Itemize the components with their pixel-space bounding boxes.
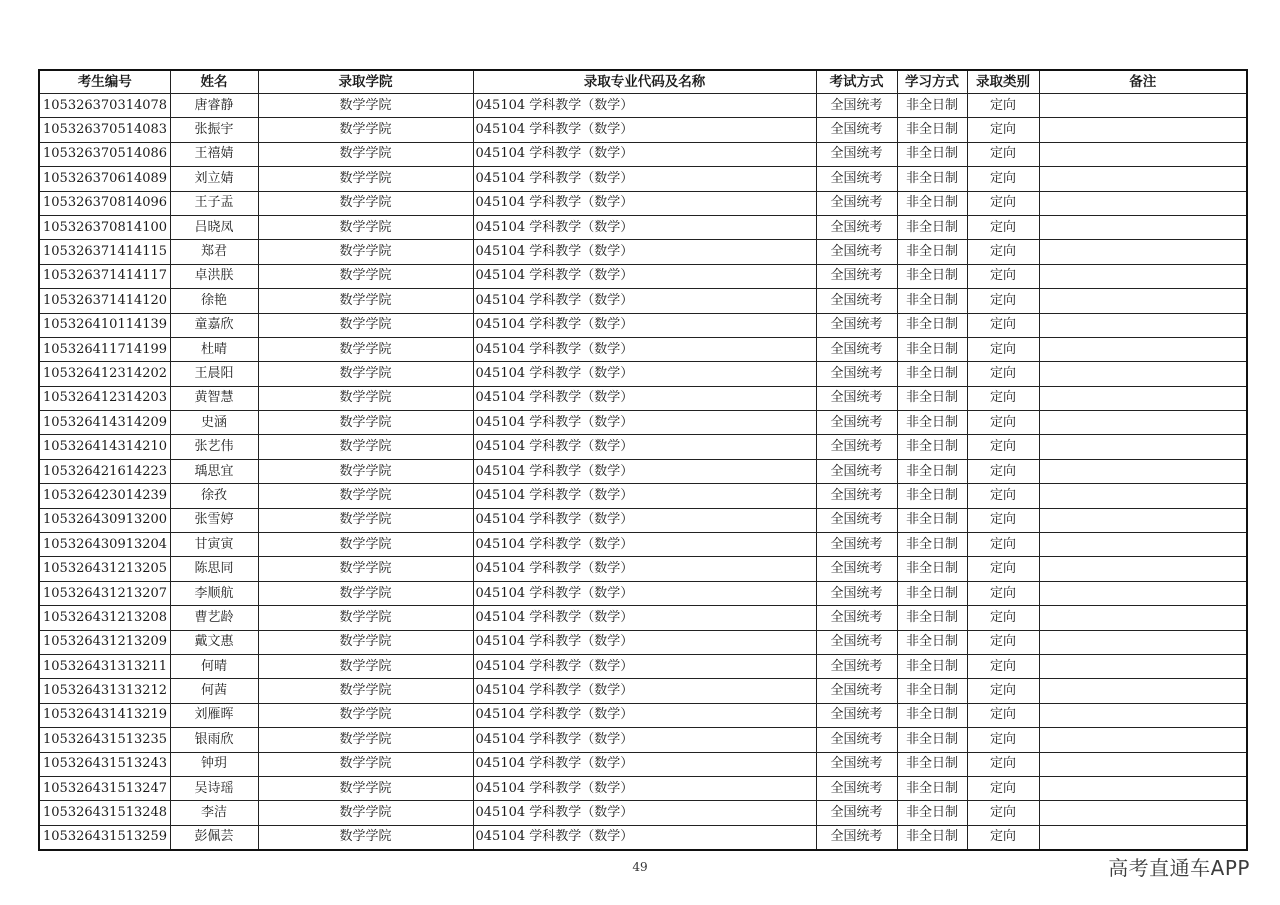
cell-major: 045104 学科教学（数学） [473,752,816,776]
cell-category: 定向 [967,752,1039,776]
cell-category: 定向 [967,142,1039,166]
table-row [39,557,1247,581]
cell-exam-type: 全国统考 [816,801,897,825]
table-row [39,728,1247,752]
cell-exam-id: 105326421614223 [39,459,170,483]
cell-college: 数学学院 [258,264,473,288]
cell-study-mode: 非全日制 [897,581,967,605]
cell-major: 045104 学科教学（数学） [473,240,816,264]
cell-college: 数学学院 [258,606,473,630]
cell-category: 定向 [967,776,1039,800]
cell-exam-type: 全国统考 [816,94,897,118]
cell-major: 045104 学科教学（数学） [473,581,816,605]
table-row [39,215,1247,239]
cell-major: 045104 学科教学（数学） [473,508,816,532]
cell-college: 数学学院 [258,386,473,410]
cell-category: 定向 [967,191,1039,215]
table-row [39,289,1247,313]
cell-exam-type: 全国统考 [816,752,897,776]
header-study-mode: 学习方式 [897,70,967,94]
cell-exam-type: 全国统考 [816,167,897,191]
cell-exam-type: 全国统考 [816,142,897,166]
cell-study-mode: 非全日制 [897,728,967,752]
cell-remarks [1039,362,1247,386]
cell-study-mode: 非全日制 [897,386,967,410]
table-row [39,240,1247,264]
table-header-row [39,70,1247,94]
cell-category: 定向 [967,289,1039,313]
cell-college: 数学学院 [258,289,473,313]
cell-college: 数学学院 [258,435,473,459]
watermark: 高考直通车APP [1108,856,1250,880]
cell-category: 定向 [967,728,1039,752]
table-row [39,362,1247,386]
cell-name: 徐孜 [170,484,258,508]
cell-category: 定向 [967,654,1039,678]
cell-major: 045104 学科教学（数学） [473,215,816,239]
cell-major: 045104 学科教学（数学） [473,654,816,678]
cell-exam-type: 全国统考 [816,557,897,581]
cell-major: 045104 学科教学（数学） [473,825,816,850]
table-row [39,386,1247,410]
cell-name: 陈思同 [170,557,258,581]
cell-study-mode: 非全日制 [897,630,967,654]
cell-major: 045104 学科教学（数学） [473,606,816,630]
cell-name: 李洁 [170,801,258,825]
cell-study-mode: 非全日制 [897,703,967,727]
header-college: 录取学院 [258,70,473,94]
table-body [39,94,1247,851]
cell-exam-type: 全国统考 [816,411,897,435]
cell-college: 数学学院 [258,411,473,435]
cell-category: 定向 [967,801,1039,825]
header-category: 录取类别 [967,70,1039,94]
table-row [39,606,1247,630]
cell-name: 戴文惠 [170,630,258,654]
cell-name: 张振宇 [170,118,258,142]
cell-exam-type: 全国统考 [816,508,897,532]
cell-major: 045104 学科教学（数学） [473,386,816,410]
cell-remarks [1039,191,1247,215]
cell-exam-id: 105326431313211 [39,654,170,678]
cell-exam-type: 全国统考 [816,606,897,630]
cell-study-mode: 非全日制 [897,654,967,678]
cell-exam-id: 105326371414115 [39,240,170,264]
cell-exam-type: 全国统考 [816,435,897,459]
cell-major: 045104 学科教学（数学） [473,167,816,191]
cell-remarks [1039,630,1247,654]
cell-major: 045104 学科教学（数学） [473,728,816,752]
cell-exam-type: 全国统考 [816,362,897,386]
cell-name: 何茜 [170,679,258,703]
cell-category: 定向 [967,313,1039,337]
table-row [39,825,1247,850]
cell-exam-id: 105326370814100 [39,215,170,239]
cell-college: 数学学院 [258,581,473,605]
table-row [39,654,1247,678]
cell-study-mode: 非全日制 [897,94,967,118]
cell-category: 定向 [967,167,1039,191]
cell-major: 045104 学科教学（数学） [473,703,816,727]
cell-remarks [1039,728,1247,752]
cell-major: 045104 学科教学（数学） [473,533,816,557]
cell-college: 数学学院 [258,776,473,800]
cell-name: 郑君 [170,240,258,264]
cell-exam-id: 105326371414117 [39,264,170,288]
table-row [39,801,1247,825]
cell-exam-type: 全国统考 [816,240,897,264]
cell-major: 045104 学科教学（数学） [473,313,816,337]
cell-category: 定向 [967,508,1039,532]
cell-remarks [1039,167,1247,191]
cell-exam-id: 105326431213207 [39,581,170,605]
cell-name: 银雨欣 [170,728,258,752]
table-row [39,703,1247,727]
cell-exam-id: 105326431513259 [39,825,170,850]
cell-study-mode: 非全日制 [897,459,967,483]
table-row [39,533,1247,557]
cell-study-mode: 非全日制 [897,289,967,313]
cell-exam-id: 105326370614089 [39,167,170,191]
cell-name: 张雪婷 [170,508,258,532]
cell-major: 045104 学科教学（数学） [473,142,816,166]
cell-major: 045104 学科教学（数学） [473,557,816,581]
cell-exam-id: 105326431213205 [39,557,170,581]
cell-study-mode: 非全日制 [897,801,967,825]
cell-category: 定向 [967,557,1039,581]
cell-name: 钟玥 [170,752,258,776]
cell-study-mode: 非全日制 [897,679,967,703]
cell-remarks [1039,825,1247,850]
cell-remarks [1039,264,1247,288]
cell-exam-id: 105326431513235 [39,728,170,752]
cell-remarks [1039,484,1247,508]
cell-study-mode: 非全日制 [897,118,967,142]
cell-major: 045104 学科教学（数学） [473,264,816,288]
cell-category: 定向 [967,581,1039,605]
cell-exam-id: 105326423014239 [39,484,170,508]
cell-college: 数学学院 [258,508,473,532]
cell-major: 045104 学科教学（数学） [473,191,816,215]
cell-remarks [1039,508,1247,532]
cell-remarks [1039,289,1247,313]
cell-remarks [1039,142,1247,166]
cell-major: 045104 学科教学（数学） [473,776,816,800]
cell-college: 数学学院 [258,313,473,337]
header-exam-type: 考试方式 [816,70,897,94]
cell-college: 数学学院 [258,654,473,678]
header-major: 录取专业代码及名称 [473,70,816,94]
cell-remarks [1039,118,1247,142]
table-row [39,264,1247,288]
table-row [39,167,1247,191]
cell-category: 定向 [967,215,1039,239]
cell-exam-id: 105326414314210 [39,435,170,459]
cell-college: 数学学院 [258,679,473,703]
cell-exam-type: 全国统考 [816,703,897,727]
cell-exam-id: 105326370314078 [39,94,170,118]
cell-college: 数学学院 [258,557,473,581]
cell-exam-type: 全国统考 [816,728,897,752]
table-row [39,581,1247,605]
cell-college: 数学学院 [258,801,473,825]
cell-category: 定向 [967,411,1039,435]
cell-remarks [1039,606,1247,630]
cell-major: 045104 学科教学（数学） [473,289,816,313]
cell-study-mode: 非全日制 [897,776,967,800]
cell-study-mode: 非全日制 [897,557,967,581]
cell-name: 曹艺龄 [170,606,258,630]
cell-name: 王禧婧 [170,142,258,166]
cell-study-mode: 非全日制 [897,191,967,215]
cell-study-mode: 非全日制 [897,606,967,630]
cell-major: 045104 学科教学（数学） [473,801,816,825]
cell-major: 045104 学科教学（数学） [473,118,816,142]
cell-category: 定向 [967,386,1039,410]
cell-study-mode: 非全日制 [897,313,967,337]
cell-remarks [1039,654,1247,678]
cell-category: 定向 [967,94,1039,118]
cell-name: 王晨阳 [170,362,258,386]
cell-category: 定向 [967,533,1039,557]
cell-major: 045104 学科教学（数学） [473,94,816,118]
cell-major: 045104 学科教学（数学） [473,362,816,386]
cell-remarks [1039,557,1247,581]
cell-category: 定向 [967,703,1039,727]
cell-remarks [1039,679,1247,703]
cell-name: 瑀思宜 [170,459,258,483]
cell-exam-type: 全国统考 [816,533,897,557]
cell-exam-type: 全国统考 [816,313,897,337]
cell-study-mode: 非全日制 [897,215,967,239]
cell-name: 刘雁晖 [170,703,258,727]
cell-major: 045104 学科教学（数学） [473,630,816,654]
cell-exam-id: 105326430913204 [39,533,170,557]
cell-exam-id: 105326370514086 [39,142,170,166]
cell-name: 吴诗瑶 [170,776,258,800]
cell-exam-id: 105326430913200 [39,508,170,532]
cell-college: 数学学院 [258,337,473,361]
cell-college: 数学学院 [258,240,473,264]
table-row [39,508,1247,532]
table-row [39,752,1247,776]
cell-major: 045104 学科教学（数学） [473,679,816,703]
cell-exam-type: 全国统考 [816,386,897,410]
cell-study-mode: 非全日制 [897,264,967,288]
cell-exam-type: 全国统考 [816,654,897,678]
cell-remarks [1039,313,1247,337]
cell-exam-type: 全国统考 [816,337,897,361]
cell-remarks [1039,581,1247,605]
cell-name: 何晴 [170,654,258,678]
cell-exam-id: 105326431413219 [39,703,170,727]
cell-name: 吕晓凤 [170,215,258,239]
cell-major: 045104 学科教学（数学） [473,411,816,435]
table-row [39,313,1247,337]
cell-exam-id: 105326414314209 [39,411,170,435]
cell-category: 定向 [967,337,1039,361]
cell-exam-type: 全国统考 [816,776,897,800]
cell-category: 定向 [967,118,1039,142]
cell-college: 数学学院 [258,142,473,166]
table-row [39,142,1247,166]
cell-exam-type: 全国统考 [816,630,897,654]
cell-college: 数学学院 [258,167,473,191]
cell-exam-id: 105326431513247 [39,776,170,800]
cell-remarks [1039,411,1247,435]
cell-study-mode: 非全日制 [897,142,967,166]
cell-name: 杜晴 [170,337,258,361]
cell-exam-type: 全国统考 [816,289,897,313]
cell-exam-id: 105326431313212 [39,679,170,703]
cell-remarks [1039,801,1247,825]
cell-college: 数学学院 [258,752,473,776]
cell-exam-id: 105326412314203 [39,386,170,410]
cell-study-mode: 非全日制 [897,411,967,435]
cell-name: 甘寅寅 [170,533,258,557]
cell-major: 045104 学科教学（数学） [473,337,816,361]
cell-study-mode: 非全日制 [897,533,967,557]
cell-exam-type: 全国统考 [816,215,897,239]
cell-name: 史涵 [170,411,258,435]
cell-remarks [1039,533,1247,557]
table-row [39,776,1247,800]
cell-exam-id: 105326410114139 [39,313,170,337]
cell-college: 数学学院 [258,728,473,752]
cell-study-mode: 非全日制 [897,435,967,459]
cell-category: 定向 [967,240,1039,264]
cell-exam-type: 全国统考 [816,825,897,850]
cell-college: 数学学院 [258,703,473,727]
cell-name: 唐睿静 [170,94,258,118]
cell-remarks [1039,215,1247,239]
cell-study-mode: 非全日制 [897,167,967,191]
cell-category: 定向 [967,606,1039,630]
cell-name: 彭佩芸 [170,825,258,850]
cell-exam-type: 全国统考 [816,484,897,508]
cell-remarks [1039,240,1247,264]
cell-major: 045104 学科教学（数学） [473,435,816,459]
cell-name: 张艺伟 [170,435,258,459]
header-name: 姓名 [170,70,258,94]
cell-name: 黄智慧 [170,386,258,410]
table-row [39,679,1247,703]
cell-study-mode: 非全日制 [897,240,967,264]
table-row [39,411,1247,435]
cell-category: 定向 [967,362,1039,386]
cell-study-mode: 非全日制 [897,508,967,532]
cell-remarks [1039,337,1247,361]
cell-major: 045104 学科教学（数学） [473,484,816,508]
cell-exam-type: 全国统考 [816,264,897,288]
header-exam-id: 考生编号 [39,70,170,94]
cell-study-mode: 非全日制 [897,362,967,386]
cell-remarks [1039,752,1247,776]
cell-remarks [1039,386,1247,410]
cell-exam-type: 全国统考 [816,118,897,142]
cell-college: 数学学院 [258,118,473,142]
cell-exam-type: 全国统考 [816,581,897,605]
cell-study-mode: 非全日制 [897,337,967,361]
cell-category: 定向 [967,435,1039,459]
cell-remarks [1039,94,1247,118]
table-row [39,118,1247,142]
cell-college: 数学学院 [258,533,473,557]
cell-category: 定向 [967,630,1039,654]
cell-exam-id: 105326431513248 [39,801,170,825]
cell-exam-id: 105326371414120 [39,289,170,313]
cell-exam-id: 105326412314202 [39,362,170,386]
cell-exam-id: 105326370814096 [39,191,170,215]
cell-exam-id: 105326431513243 [39,752,170,776]
cell-college: 数学学院 [258,459,473,483]
cell-remarks [1039,776,1247,800]
table-row [39,94,1247,118]
cell-category: 定向 [967,679,1039,703]
table-row [39,191,1247,215]
table-row [39,484,1247,508]
cell-category: 定向 [967,264,1039,288]
header-remarks: 备注 [1039,70,1247,94]
cell-name: 王子盂 [170,191,258,215]
cell-exam-id: 105326370514083 [39,118,170,142]
cell-major: 045104 学科教学（数学） [473,459,816,483]
cell-exam-id: 105326431213209 [39,630,170,654]
cell-study-mode: 非全日制 [897,484,967,508]
cell-college: 数学学院 [258,191,473,215]
cell-college: 数学学院 [258,825,473,850]
cell-exam-type: 全国统考 [816,191,897,215]
table-row [39,630,1247,654]
cell-exam-id: 105326411714199 [39,337,170,361]
page-number: 49 [632,860,648,874]
cell-name: 童嘉欣 [170,313,258,337]
cell-name: 刘立婧 [170,167,258,191]
table-row [39,459,1247,483]
cell-name: 卓洪朕 [170,264,258,288]
cell-name: 李顺航 [170,581,258,605]
cell-remarks [1039,703,1247,727]
cell-college: 数学学院 [258,362,473,386]
table-row [39,435,1247,459]
cell-category: 定向 [967,459,1039,483]
admission-table [38,69,1248,851]
cell-remarks [1039,459,1247,483]
cell-exam-type: 全国统考 [816,679,897,703]
cell-exam-id: 105326431213208 [39,606,170,630]
cell-category: 定向 [967,484,1039,508]
table-row [39,337,1247,361]
cell-study-mode: 非全日制 [897,752,967,776]
cell-college: 数学学院 [258,630,473,654]
cell-category: 定向 [967,825,1039,850]
cell-study-mode: 非全日制 [897,825,967,850]
cell-college: 数学学院 [258,94,473,118]
cell-college: 数学学院 [258,215,473,239]
cell-exam-type: 全国统考 [816,459,897,483]
cell-name: 徐艳 [170,289,258,313]
cell-remarks [1039,435,1247,459]
cell-college: 数学学院 [258,484,473,508]
